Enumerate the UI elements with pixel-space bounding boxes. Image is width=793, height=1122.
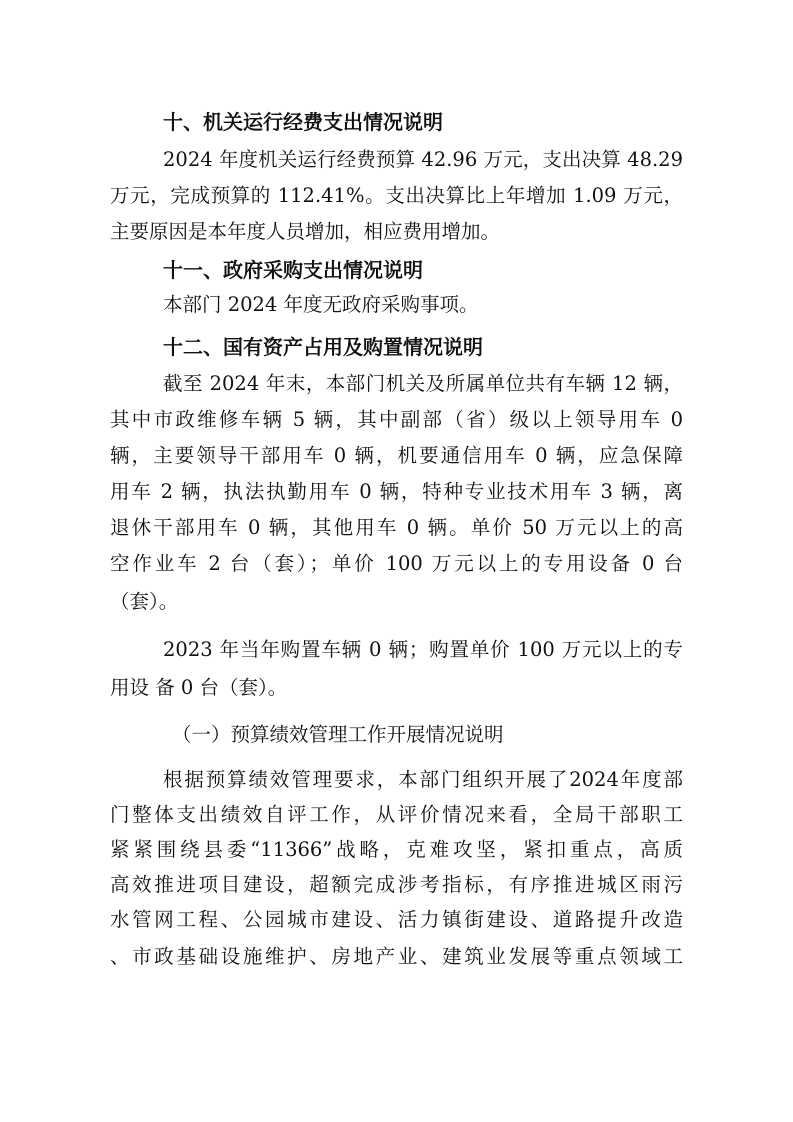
paragraph-line: 门整体支出绩效自评工作，从评价情况来看，全局干部职工: [110, 803, 683, 826]
paragraph-line: 紧紧围绕县委“11366”战略，克难攻坚，紧扣重点，高质: [110, 838, 683, 861]
paragraph-line: 空作业车 2 台（套）；单价 100 万元以上的专用设备 0 台: [110, 552, 683, 575]
paragraph-line: 本部门 2024 年度无政府采购事项。: [163, 293, 479, 316]
paragraph-line: 其中市政维修车辆 5 辆，其中副部（省）级以上领导用车 0: [110, 408, 683, 431]
paragraph-line: 2024 年度机关运行经费预算 42.96 万元，支出决算 48.29: [163, 148, 683, 171]
paragraph-line: 万元，完成预算的 112.41%。支出决算比上年增加 1.09 万元，: [110, 184, 683, 207]
paragraph-line: 高效推进项目建设，超额完成涉考指标，有序推进城区雨污: [110, 873, 683, 896]
paragraph-line: 2023 年当年购置车辆 0 辆；购置单价 100 万元以上的专: [163, 638, 683, 661]
paragraph-line: 根据预算绩效管理要求，本部门组织开展了2024年度部: [163, 768, 683, 791]
paragraph-line: 退休干部用车 0 辆，其他用车 0 辆。单价 50 万元以上的高: [110, 516, 683, 539]
subsection-1-heading: （一）预算绩效管理工作开展情况说明: [172, 723, 504, 746]
section-10-heading: 十、机关运行经费支出情况说明: [163, 110, 443, 134]
paragraph-line: 辆，主要领导干部用车 0 辆，机要通信用车 0 辆，应急保障: [110, 444, 683, 467]
section-11-heading: 十一、政府采购支出情况说明: [163, 258, 423, 282]
paragraph-line: 、市政基础设施维护、房地产业、建筑业发展等重点领域工: [110, 945, 683, 968]
paragraph-line: 主要原因是本年度人员增加，相应费用增加。: [110, 220, 501, 243]
paragraph-line: 截至 2024 年末，本部门机关及所属单位共有车辆 12 辆，: [163, 372, 683, 395]
paragraph-line: （套）。: [110, 590, 179, 613]
paragraph-line: 用车 2 辆，执法执勤用车 0 辆，特种专业技术用车 3 辆，离: [110, 480, 683, 503]
paragraph-line: 用设 备 0 台（套）。: [110, 676, 288, 699]
section-12-heading: 十二、国有资产占用及购置情况说明: [163, 335, 483, 359]
paragraph-line: 水管网工程、公园城市建设、活力镇街建设、道路提升改造: [110, 908, 683, 931]
